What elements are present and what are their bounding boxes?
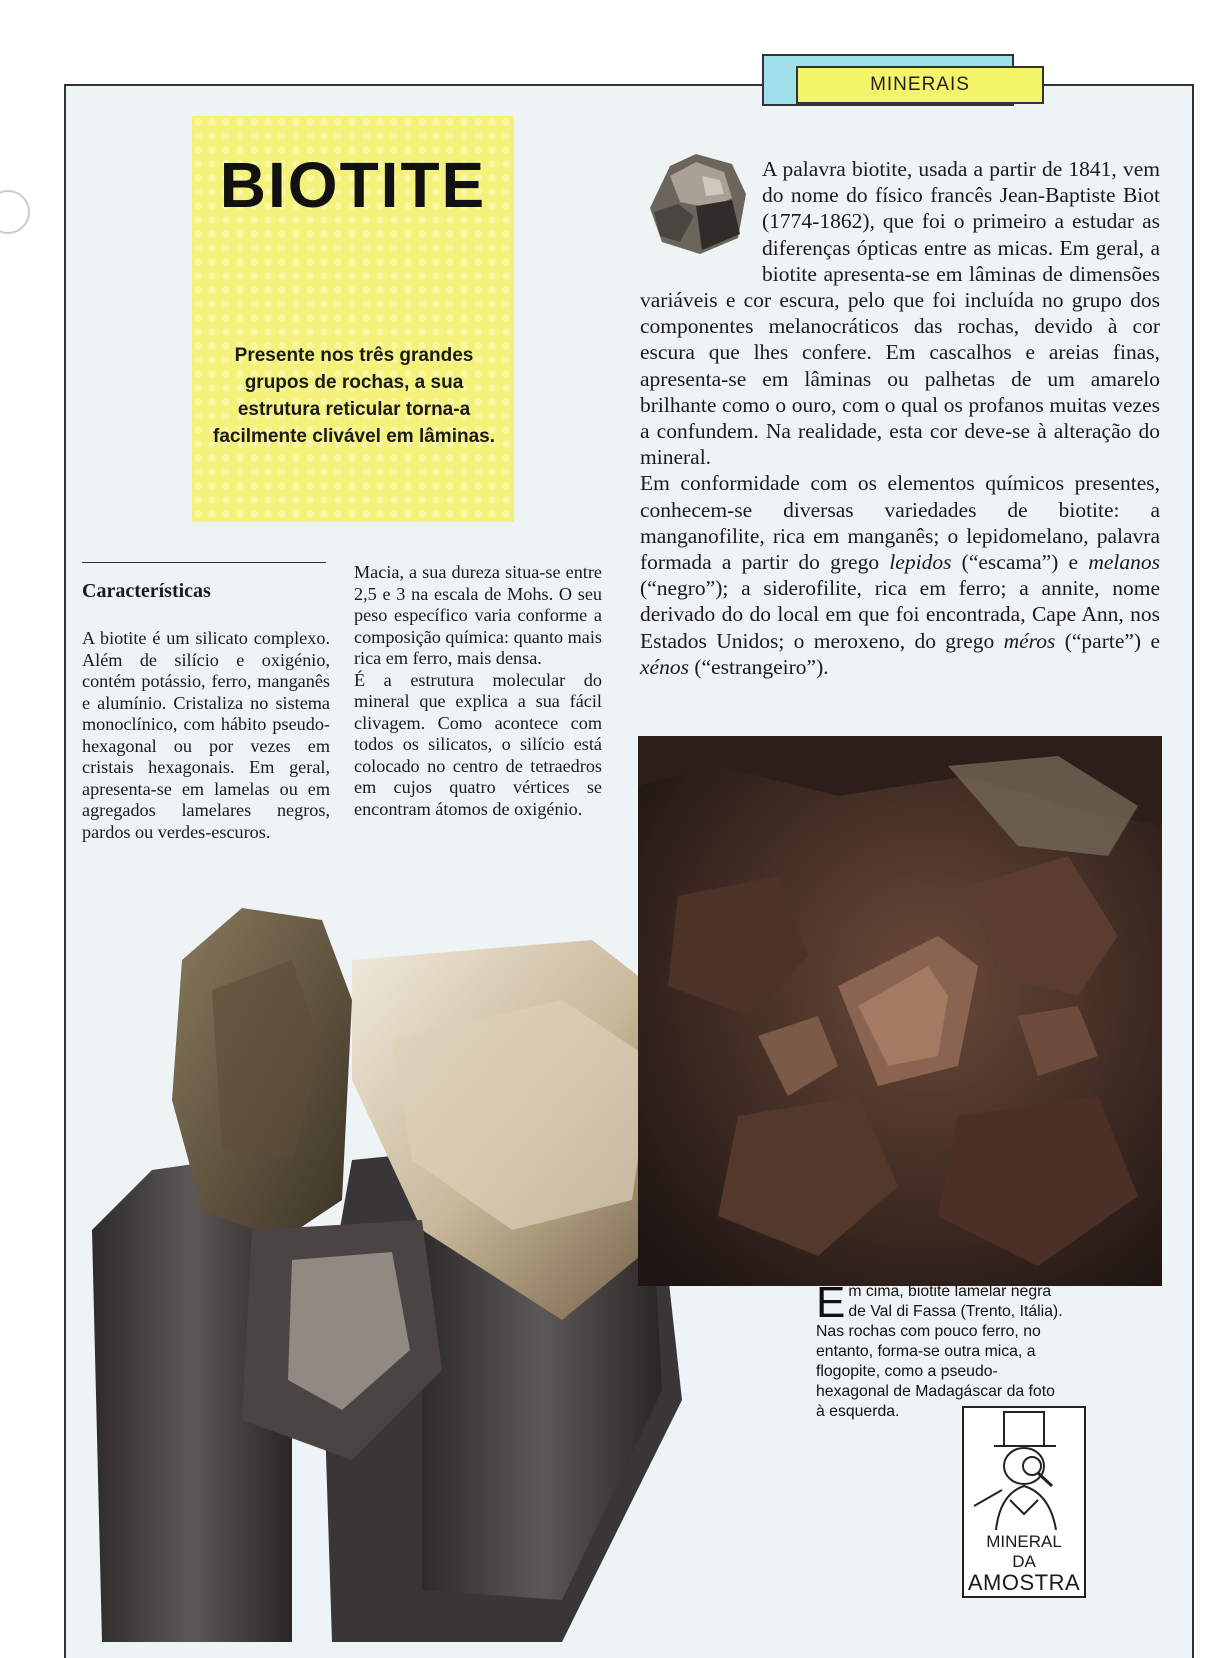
thumbnail-space <box>640 156 762 262</box>
intro-text <box>640 156 1160 680</box>
characteristics-paragraph-3: É a estrutura molecular do mineral que explica a sua fácil clivagem. Como acontece com todos os silicatos, o silício está colocado no centro de tetraedros em cujos quatro vértices se encontram átomos de oxigénio. <box>354 669 602 819</box>
photo-caption <box>816 1278 1066 1422</box>
black-biotite-photo <box>638 736 1162 1286</box>
caption-drop-cap: E <box>816 1278 846 1327</box>
title-box <box>192 116 514 522</box>
characteristics-paragraph-1: A biotite é um silicato complexo. Além de silício e oxigénio, contém potássio, ferro, manganês e alumínio. Cristaliza no sistema monoclínico, com hábito pseudo-hexagonal ou por vezes em cristais hexagonais. Em geral, apresenta-se em lamelas ou em agregados lamelares negros, pardos ou verdes-escuros. <box>82 628 330 842</box>
phlogopite-crystal-photo <box>92 900 690 1642</box>
section-divider <box>82 562 326 563</box>
logo-line-3: AMOSTRA <box>967 1570 1081 1595</box>
caption-text: m cima, biotite lamelar negra de Val di Fassa (Trento, Itália). Nas rochas com pouco ferro, no entanto, forma-se outra mica, a flogopite, como a pseudo-hexagonal de Madagáscar da foto à esquerda. <box>816 1283 1063 1420</box>
page-title: BIOTITE <box>219 149 487 221</box>
intro-paragraph-1: A palavra biotite, usada a partir de 1841, vem do nome do físico francês Jean-Baptiste Biot (1774-1862), que foi o primeiro a estudar as diferenças ópticas entre as micas. Em geral, a biotite apresenta-se em lâminas de dimensões variáveis e cor escura, pelo que foi incluída no grupo dos componentes melanocráticos das rochas, devido à cor escura que lhes confere. Em cascalhos e areias finas, apresenta-se em lâminas ou palhetas de um amarelo brilhante como o ouro, com o qual os profanos muitas vezes a confundem. Na realidade, esta cor deve-se à alteração do mineral. <box>640 157 1160 470</box>
characteristics-paragraph-2: Macia, a sua dureza situa-se entre 2,5 e 3 na escala de Mohs. O seu peso específico varia conforme a composição química: quanto mais rica em ferro, mais densa. <box>354 562 603 668</box>
subtitle: Presente nos três grandes grupos de rochas, a sua estrutura reticular torna-a facilmente clivável em lâminas. <box>213 345 495 447</box>
mineral-da-amostra-logo <box>962 1406 1086 1598</box>
section-tab: MINERAIS <box>796 66 1044 104</box>
characteristics-column-1 <box>82 628 330 843</box>
logo-line-1: MINERAL <box>986 1532 1062 1551</box>
magnifier-man-icon <box>966 1410 1082 1530</box>
characteristics-column-2 <box>354 562 602 820</box>
intro-paragraph-2: Em conformidade com os elementos químicos presentes, conhecem-se diversas variedades de biotite: a manganofilite, rica em manganês; o lepidomelano, palavra formada a partir do grego lepidos (“escama”) e melanos (“negro”); a siderofilite, rica em ferro; a annite, nome derivado do do local em que foi encontrada, Cape Ann, nos Estados Unidos; o meroxeno, do grego méros (“parte”) e xénos (“estrangeiro”). <box>640 471 1160 679</box>
logo-line-2: DA <box>1012 1552 1036 1571</box>
characteristics-heading: Características <box>82 580 211 602</box>
binder-hole <box>0 190 30 234</box>
